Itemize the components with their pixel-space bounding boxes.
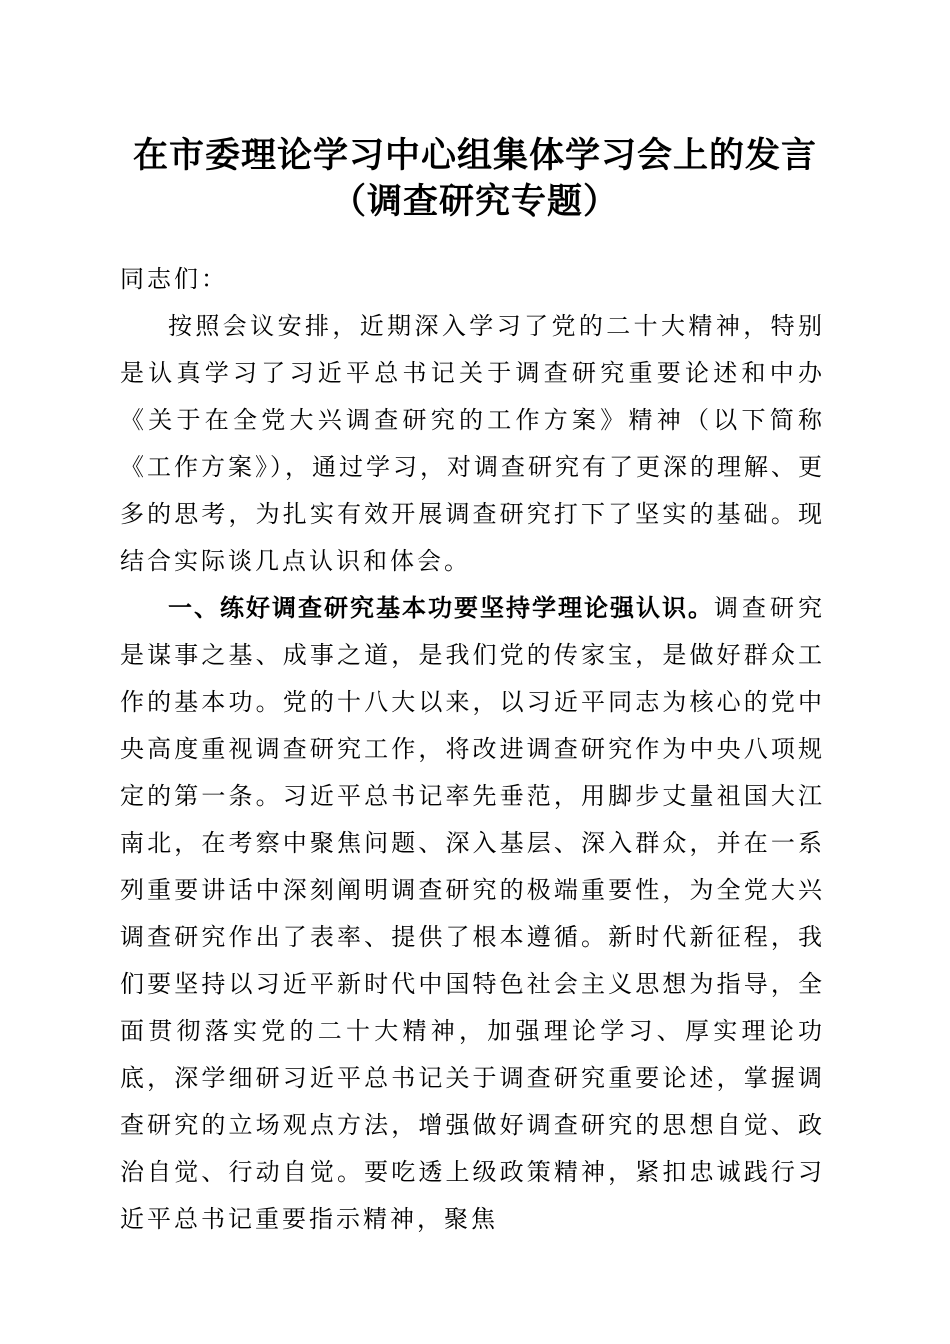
paragraph-intro: 按照会议安排，近期深入学习了党的二十大精神，特别是认真学习了习近平总书记关于调查研究重要论述和中办《关于在全党大兴调查研究的工作方案》精神（以下简称《工作方案》），通过学习，对调查研究有了更深的理解、更多的思考，为扎实有效开展调查研究打下了坚实的基础。现结合实际谈几点认识和体会。 [120,312,825,575]
section-body-text: 调查研究是谋事之基、成事之道，是我们党的传家宝，是做好群众工作的基本功。党的十八大以来，以习近平同志为核心的党中央高度重视调查研究工作，将改进调查研究作为中央八项规定的第一条。习近平总书记率先垂范，用脚步丈量祖国大江南北，在考察中聚焦问题、深入基层、深入群众，并在一系列重要讲话中深刻阐明调查研究的极端重要性，为全党大兴调查研究作出了表率、提供了根本遵循。新时代新征程，我们要坚持以习近平新时代中国特色社会主义思想为指导，全面贯彻落实党的二十大精神，加强理论学习、厚实理论功底，深学细研习近平总书记关于调查研究重要论述，掌握调查研究的立场观点方法，增强做好调查研究的思想自觉、政治自觉、行动自觉。要吃透上级政策精神，紧扣忠诚践行习近平总书记重要指示精神，聚焦 [120,594,825,1233]
section-heading: 一、练好调查研究基本功要坚持学理论强认识。 [168,594,714,622]
title-line-main: 在市委理论学习中心组集体学习会上的发言 [132,136,817,176]
salutation: 同志们： [120,265,228,293]
paragraph-section-1 [120,585,825,1243]
title-line-subtitle: （调查研究专题） [330,182,619,222]
document-title [0,133,950,225]
document-body [120,256,825,1243]
